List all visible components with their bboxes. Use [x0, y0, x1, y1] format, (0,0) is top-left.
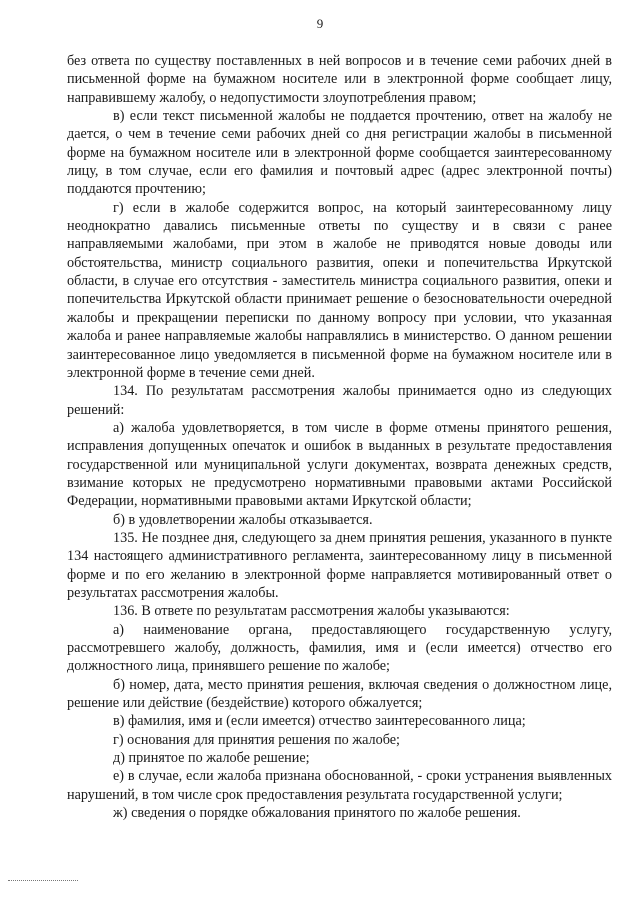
- paragraph-item-g: г) если в жалобе содержится вопрос, на который заинтересованному лицу неоднократно давались письменные ответы по существу и в связи с ранее направляемыми жалобами, при этом в жалобе не приводятся новые доводы или обстоятельства, министр социального развития, опеки и попечительства Иркутской области, в случае его отсутствия - заместитель министра социального развития, опеки и попечительства Иркутской области принимает решение о безосновательности очередной жалобы и прекращении переписки по данному вопросу при условии, что указанная жалоба и ранее направляемые жалобы направлялись в министерство. О данном решении заинтересованное лицо уведомляется в письменной форме на бумажном носителе или в электронной форме в течение семи дней.: [67, 199, 612, 381]
- paragraph-answer-item-zh: ж) сведения о порядке обжалования принятого по жалобе решения.: [113, 805, 521, 822]
- paragraph-answer-item-e: е) в случае, если жалоба признана обоснованной, - сроки устранения выявленных нарушений, в том числе срок предоставления результата государственной услуги;: [67, 768, 612, 803]
- scan-artifact-line: [8, 880, 78, 882]
- paragraph-item-b: б) в удовлетворении жалобы отказывается.: [113, 511, 373, 528]
- paragraph-clause-134: 134. По результатам рассмотрения жалобы принимается одно из следующих решений:: [67, 383, 612, 418]
- paragraph-clause-135: 135. Не позднее дня, следующего за днем принятия решения, указанного в пункте 134 настоящего административного регламента, заинтересованному лицу в письменной форме и по его желанию в электронной форме направляется мотивированный ответ о результатах рассмотрения жалобы.: [67, 529, 612, 601]
- paragraph-answer-item-b: б) номер, дата, место принятия решения, включая сведения о должностном лице, решение или действие (бездействие) которого обжалуется;: [67, 676, 612, 712]
- paragraph-item-a: а) жалоба удовлетворяется, в том числе в форме отмены принятого решения, исправления допущенных опечаток и ошибок в выданных в результате предоставления государственной или муниципальной услуги документах, возврата денежных средств, взимание которых не предусмотрено нормативными правовыми актами Российской Федерации, нормативными правовыми актами Иркутской области;: [67, 419, 612, 510]
- paragraph-continuation: без ответа по существу поставленных в ней вопросов и в течение семи рабочих дней в письменной форме на бумажном носителе или в электронной форме сообщает лицу, направившему жалобу, о недопустимости злоупотребления правом;: [67, 53, 612, 106]
- document-body: [67, 52, 612, 822]
- paragraph-answer-item-a: а) наименование органа, предоставляющего государственную услугу, рассмотревшего жалобу, должность, фамилия, имя и (если имеется) отчество его должностного лица, принявшего решение по жалобе;: [67, 621, 612, 675]
- paragraph-answer-item-d: д) принятое по жалобе решение;: [113, 750, 310, 767]
- paragraph-clause-136: 136. В ответе по результатам рассмотрения жалобы указываются:: [113, 603, 510, 620]
- paragraph-answer-item-g: г) основания для принятия решения по жалобе;: [113, 731, 400, 748]
- paragraph-item-v: в) если текст письменной жалобы не поддается прочтению, ответ на жалобу не дается, о чем в течение семи рабочих дней со дня регистрации жалобы в письменной форме на бумажном носителе или в электронной форме сообщается заинтересованному лицу, в том случае, если его фамилия и почтовый адрес (адрес электронной почты) поддаются прочтению;: [67, 108, 612, 198]
- page-number: 9: [316, 16, 324, 31]
- paragraph-answer-item-v: в) фамилия, имя и (если имеется) отчество заинтересованного лица;: [113, 713, 526, 730]
